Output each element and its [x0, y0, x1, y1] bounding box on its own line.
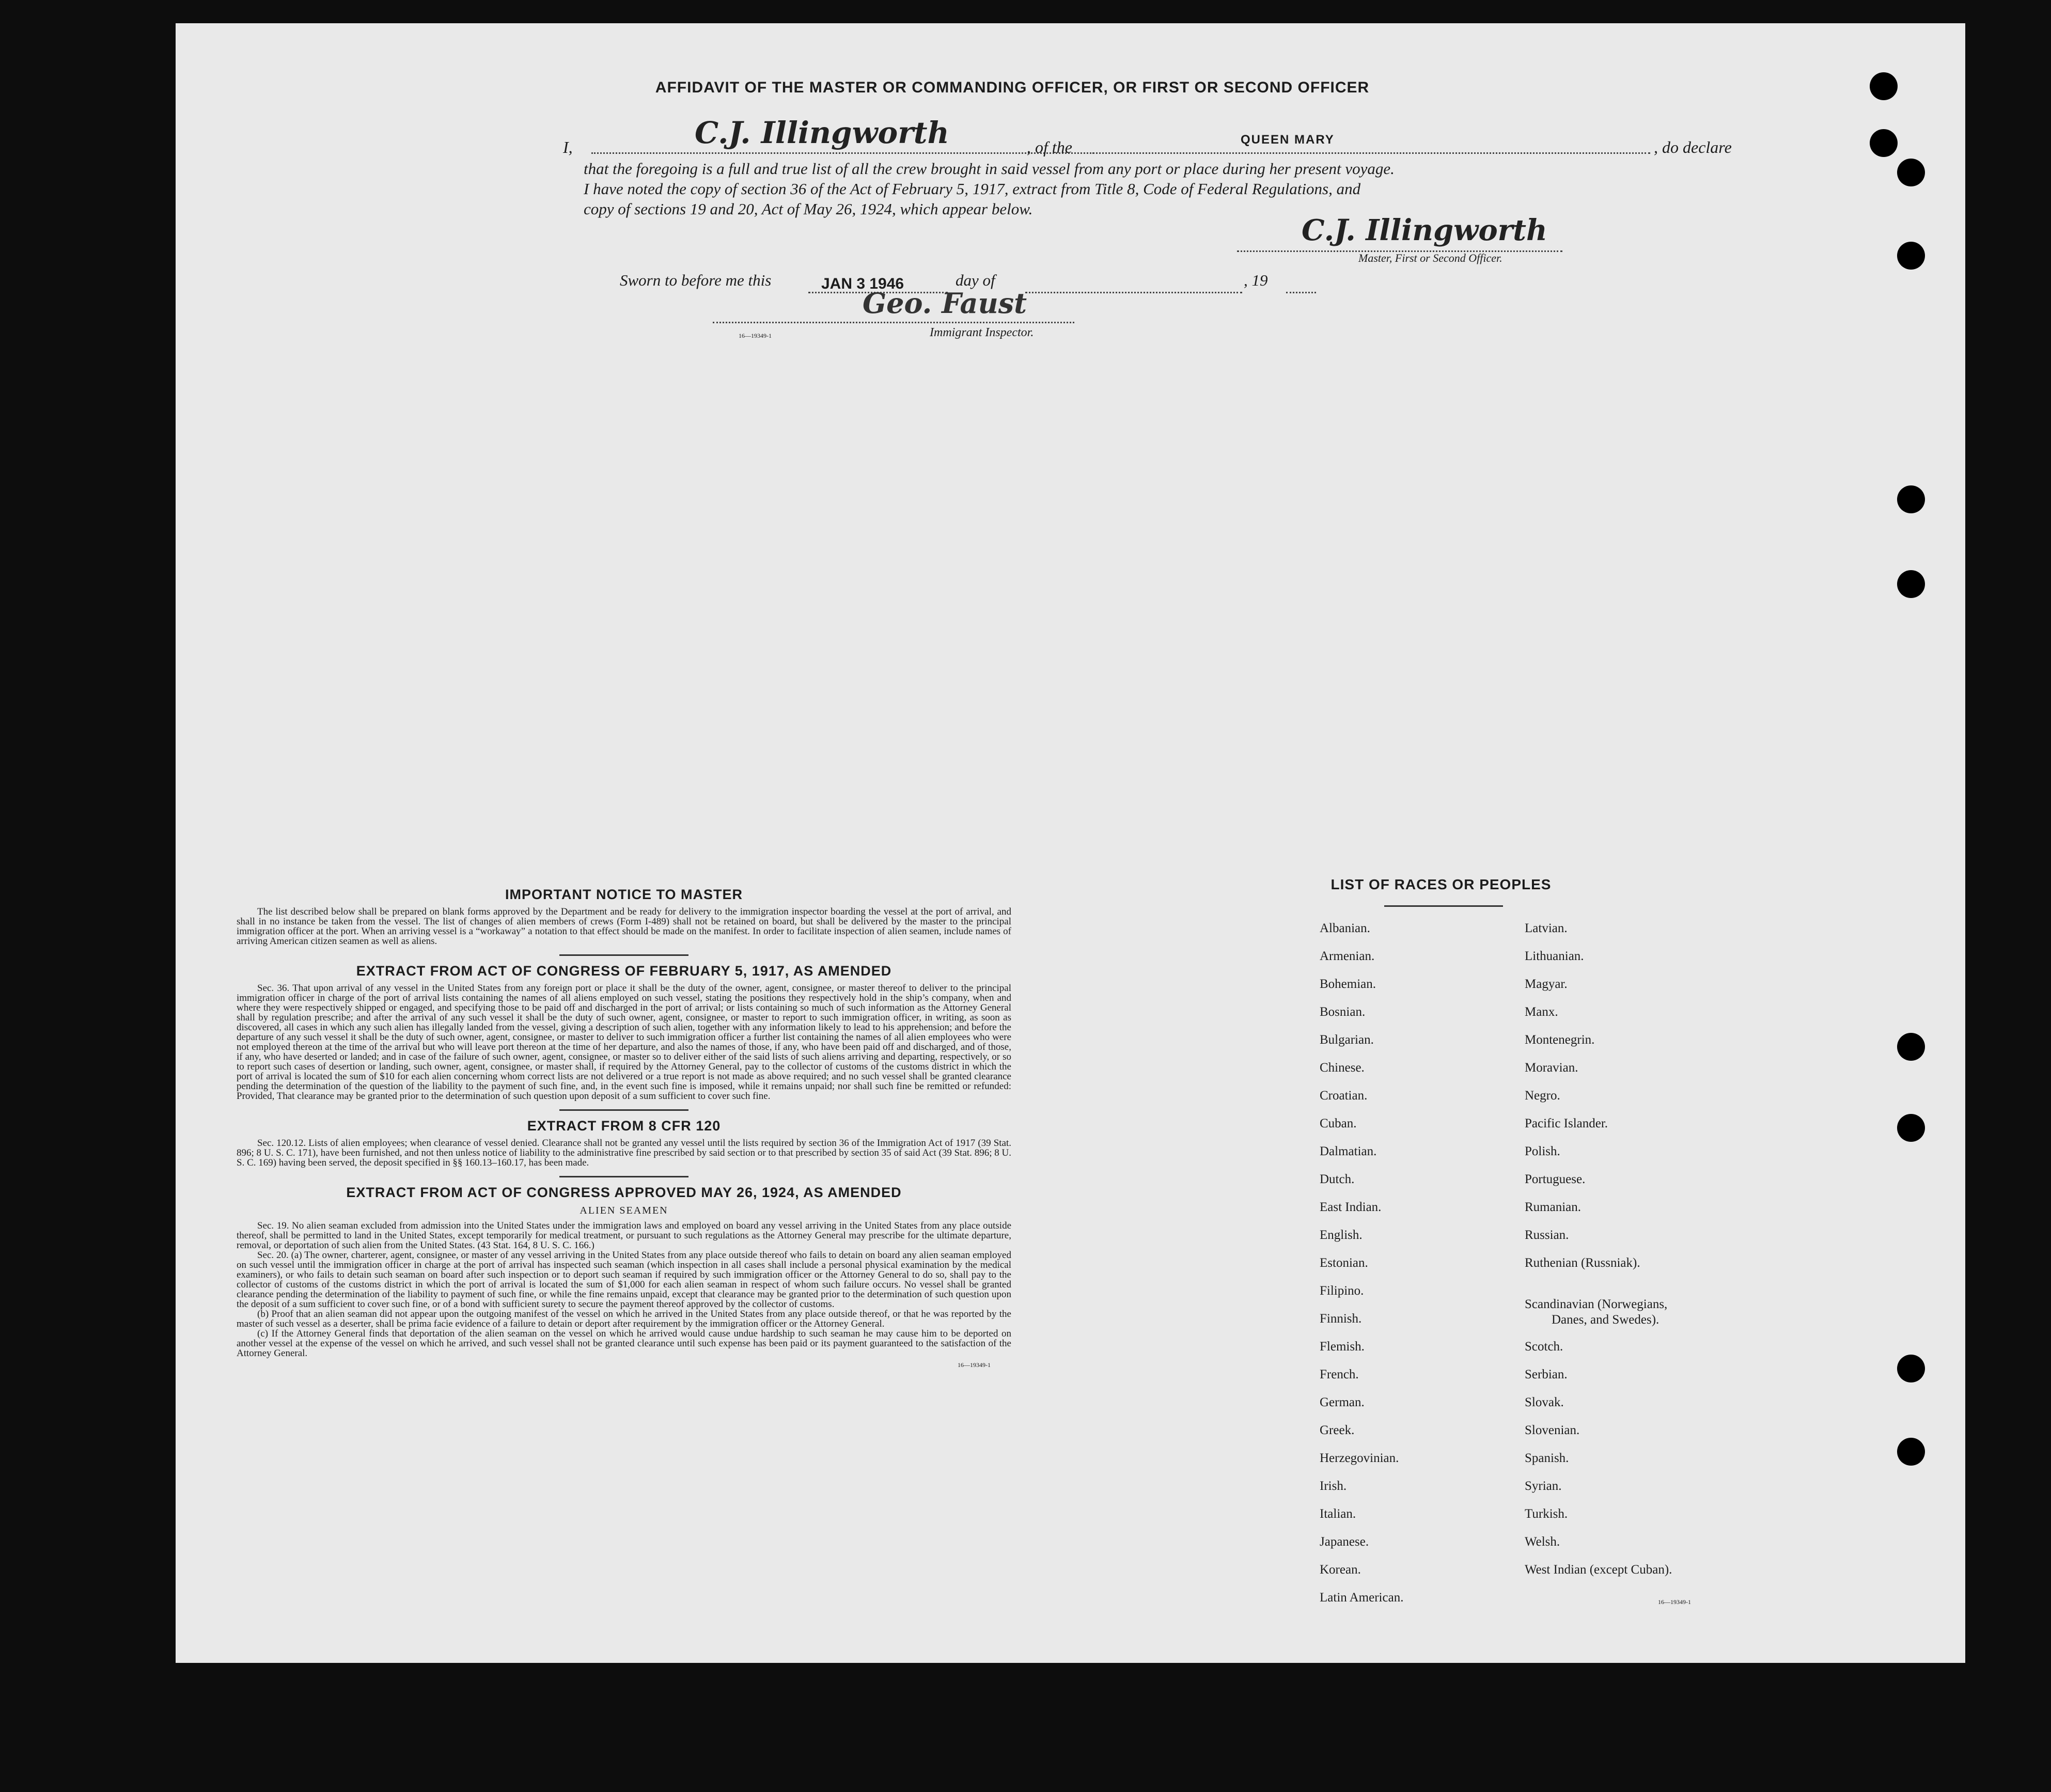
race-item: Greek. [1320, 1423, 1355, 1437]
race-item: Italian. [1320, 1507, 1356, 1521]
extract2-text: Sec. 120.12. Lists of alien employees; when clearance of vessel denied. Clearance shall not be granted any vessel until the lists required by section 36 of the Immigration Act of 1917 (39 Stat. 896; 8 U. S. C. 171), have been furnished, and not then unless notice of liability to the administrative fine prescribed by said section or to that prescribed by section 35 of said Act (39 Stat. 896; 8 U. S. C. 169) having been served, the deposit specified in §§ 160.13–160.17, has been made. [237, 1138, 1011, 1168]
race-item: Portuguese. [1525, 1172, 1586, 1186]
race-item: Albanian. [1320, 921, 1370, 935]
race-item: Polish. [1525, 1144, 1560, 1158]
notice-divider-3 [559, 1176, 688, 1177]
race-item: French. [1320, 1367, 1359, 1381]
notice-form-code: 16—19349-1 [958, 1361, 991, 1369]
punch-hole [1897, 242, 1925, 270]
race-item: Dalmatian. [1320, 1144, 1377, 1158]
race-item: Cuban. [1320, 1117, 1357, 1130]
extract3-sec20b: (b) Proof that an alien seaman did not appear upon the outgoing manifest of the vessel on which he arrived in the United States from any place outside thereof, or that he was reported by the master of such vessel as a deserter, shall be prima facie evidence of a failure to detain or deport after requirement by the immigration officer or the Attorney General. [237, 1309, 1011, 1329]
race-item: Flemish. [1320, 1340, 1365, 1354]
race-item: Japanese. [1320, 1535, 1369, 1549]
race-item: English. [1320, 1228, 1363, 1242]
race-item: East Indian. [1320, 1200, 1382, 1214]
affidavit-body-line2: I have noted the copy of section 36 of the Act of February 5, 1917, extract from Title 8, Code of Federal Regulations, and [584, 180, 1361, 198]
race-item: German. [1320, 1395, 1365, 1409]
document-page [176, 23, 1965, 1663]
race-item: Syrian. [1525, 1479, 1562, 1493]
race-item: Ruthenian (Russniak). [1525, 1256, 1640, 1270]
vessel-name-line [1092, 132, 1650, 154]
races-right-column [1525, 922, 1672, 1591]
race-item: Welsh. [1525, 1535, 1560, 1549]
race-item: Pacific Islander. [1525, 1117, 1608, 1130]
race-item: Manx. [1525, 1005, 1558, 1019]
punch-hole [1870, 72, 1898, 100]
races-left-column [1320, 922, 1403, 1619]
extract1-text: Sec. 36. That upon arrival of any vessel in the United States from any foreign port or place it shall be the duty of the owner, agent, consignee, or master thereof to deliver to the principal immigration officer in charge of the port of arrival lists containing the names of all aliens employed on such vessel, stating the positions they respectively hold in the ship’s company, when and where they were respectively shipped or engaged, and specifying those to be paid off and discharged in the port of arrival; or lists containing so much of such information as the Attorney General shall by regulation prescribe; and after the arrival of any such vessel it shall be the duty of such owner, agent, consignee, or master to report to such immigration officer, in writing, as soon as discovered, all cases in which any such alien has illegally landed from the vessel, giving a description of such alien, together with any information likely to lead to his apprehension; and before the departure of any such vessel it shall be the duty of such owner, agent, consignee, or master to deliver to such immigration officer a further list containing the names of all alien employees who were not employed thereon at the time of the arrival but who will leave port thereon at the time of her departure, and also the names of those, if any, who have been paid off and discharged, and of those, if any, who have deserted or landed; and in case of the failure of such owner, agent, consignee, or master so to deliver either of the said lists of such aliens arriving and departing, respectively, or so to report such cases of desertion or landing, such owner, agent, consignee, or master shall, if required by the Attorney General, pay to the collector of customs of the customs district in which the port of arrival is located the sum of $10 for each alien concerning whom correct lists are not delivered or a true report is not made as above required; and no such vessel shall be granted clearance pending the determination of the question of the liability to the payment of such fine, and, in the event such fine is imposed, while it remains unpaid; nor shall such fine be remitted or refunded: Provided, That clearance may be granted prior to the determination of such question upon deposit of a sum sufficient to cover such fine. [237, 983, 1011, 1102]
race-item: Lithuanian. [1525, 949, 1584, 963]
do-declare-label: , do declare [1654, 138, 1732, 156]
punch-hole [1897, 1114, 1925, 1142]
race-item: Russian. [1525, 1228, 1569, 1242]
of-the-label: , of the [1027, 138, 1072, 156]
affidavit-body-line1: that the foregoing is a full and true list of all the crew brought in said vessel from any port or place during her present voyage. [584, 160, 1395, 178]
race-item: Bulgarian. [1320, 1033, 1374, 1047]
race-item: Moravian. [1525, 1061, 1578, 1075]
master-signature: C.J. Illingworth [695, 115, 949, 150]
year-label: , 19 [1244, 271, 1268, 289]
races-form-code: 16—19349-1 [1658, 1598, 1691, 1606]
race-item: Latin American. [1320, 1591, 1404, 1605]
race-item: Latvian. [1525, 921, 1568, 935]
race-item: Slovenian. [1525, 1423, 1580, 1437]
race-item: Montenegrin. [1525, 1033, 1595, 1047]
punch-hole [1897, 1355, 1925, 1382]
race-item: Bohemian. [1320, 977, 1376, 991]
inspector-signature: Geo. Faust [863, 287, 1027, 320]
notice-divider-2 [559, 1109, 688, 1111]
year-line [1286, 281, 1316, 293]
race-item: Filipino. [1320, 1284, 1364, 1298]
race-item: West Indian (except Cuban). [1525, 1563, 1672, 1577]
race-item: Slovak. [1525, 1395, 1564, 1409]
affidavit-form-code: 16—19349-1 [739, 332, 772, 339]
race-item: Scandinavian (Norwegians, [1525, 1297, 1668, 1311]
race-item: Negro. [1525, 1089, 1560, 1103]
officer-caption: Master, First or Second Officer. [1358, 251, 1502, 264]
affidavit-i-label: I, [563, 138, 573, 156]
race-item: Magyar. [1525, 977, 1568, 991]
affidavit-title: AFFIDAVIT OF THE MASTER OR COMMANDING OFFICER, OR FIRST OR SECOND OFFICER [655, 79, 1370, 96]
extract2-title: EXTRACT FROM 8 CFR 120 [527, 1118, 721, 1134]
race-item: Rumanian. [1525, 1200, 1582, 1214]
punch-hole [1897, 485, 1925, 513]
race-item: Estonian. [1320, 1256, 1368, 1270]
race-item: Chinese. [1320, 1061, 1365, 1075]
notice-title: IMPORTANT NOTICE TO MASTER [505, 887, 743, 902]
notice-section [237, 887, 1011, 1369]
extract3-sec20a: Sec. 20. (a) The owner, charterer, agent, consignee, or master of any vessel arriving in the United States from any place outside thereof who fails to detain on board any alien seaman employed on such vessel until the immigration officer in charge at the port of arrival has inspected such seaman (which inspection in all cases shall include a personal physical examination by the medical examiners), or who fails to detain such seaman on board after such inspection or to deport such seaman if required by such immigration officer or the Attorney General to do so, shall pay to the collector of customs of the customs district in which the port of arrival is located the sum of $1,000 for each alien seaman in respect of whom such failure occurs. No vessel shall be granted clearance pending the determination of the liability to payment of such fine, or while the fine remains unpaid, except that clearance may be granted prior to the determination of such question upon the deposit of a sum sufficient to cover such fine, or of a bond with sufficient surety to secure the payment thereof approved by the collector of customs. [237, 1250, 1011, 1310]
extract3-title: EXTRACT FROM ACT OF CONGRESS APPROVED MAY 26, 1924, AS AMENDED [346, 1185, 902, 1200]
race-item: Bosnian. [1320, 1005, 1366, 1019]
race-item: Finnish. [1320, 1312, 1362, 1326]
day-of-label: day of [956, 271, 995, 289]
extract3-sec20c: (c) If the Attorney General finds that deportation of the alien seaman on the vessel on which he arrived would cause undue hardship to such seaman he may cause him to be deported on another vessel at the expense of the vessel on which he arrived, and such vessel shall not be granted clearance until such expense has been paid or its payment guaranteed to the satisfaction of the Attorney General. [237, 1328, 1011, 1359]
notice-divider-1 [559, 954, 688, 956]
affidavit-body-line3: copy of sections 19 and 20, Act of May 26, 1924, which appear below. [584, 200, 1033, 218]
race-item: Serbian. [1525, 1367, 1568, 1381]
race-item: Scotch. [1525, 1340, 1563, 1354]
punch-hole [1897, 1033, 1925, 1061]
punch-hole [1897, 1438, 1925, 1466]
affidavit-body [584, 159, 1741, 219]
extract1-title: EXTRACT FROM ACT OF CONGRESS OF FEBRUARY 5, 1917, AS AMENDED [356, 963, 892, 979]
vessel-name: QUEEN MARY [1241, 133, 1335, 147]
races-title: LIST OF RACES OR PEOPLES [1330, 876, 1552, 892]
notice-text: The list described below shall be prepared on blank forms approved by the Department and be ready for delivery to the immigration inspector boarding the vessel at the port of arrival, and shall in no instance be taken from the vessel. The list of changes of alien members of crews (Form I-489) shall not be retained on board, but shall be delivered by the master to the principal immigration officer at the port. When an arriving vessel is a “workaway” a notation to that effect should be made on the manifest. In order to facilitate inspection of alien seamen, include names of arriving American citizen seamen as well as aliens. [237, 906, 1011, 947]
sworn-date-stamp: JAN 3 1946 [821, 275, 904, 292]
race-item-continuation: Danes, and Swedes). [1552, 1313, 1659, 1327]
race-item: Armenian. [1320, 949, 1375, 963]
race-item: Dutch. [1320, 1172, 1355, 1186]
punch-hole [1897, 570, 1925, 598]
race-item: Turkish. [1525, 1507, 1568, 1521]
sworn-label: Sworn to before me this [620, 271, 772, 289]
extract3-subtitle: ALIEN SEAMEN [580, 1205, 668, 1216]
races-divider [1384, 905, 1503, 907]
month-line [1025, 281, 1242, 293]
race-item: Spanish. [1525, 1451, 1569, 1465]
inspector-caption: Immigrant Inspector. [930, 326, 1034, 339]
race-item: Irish. [1320, 1479, 1347, 1493]
extract3-sec19: Sec. 19. No alien seaman excluded from admission into the United States under the immigration laws and employed on board any vessel arriving in the United States from any place outside thereof, shall be permitted to land in the United States, except temporarily for medical treatment, or pursuant to such regulations as the Attorney General may prescribe for the ultimate departure, removal, or deportation of such alien from the United States. (43 Stat. 164, 8 U. S. C. 166.) [237, 1220, 1011, 1251]
race-item: Korean. [1320, 1563, 1361, 1577]
officer-signature: C.J. Illingworth [1302, 213, 1547, 247]
race-item: Herzegovinian. [1320, 1451, 1399, 1465]
punch-hole [1870, 129, 1898, 157]
punch-hole [1897, 159, 1925, 186]
race-item: Croatian. [1320, 1089, 1368, 1103]
